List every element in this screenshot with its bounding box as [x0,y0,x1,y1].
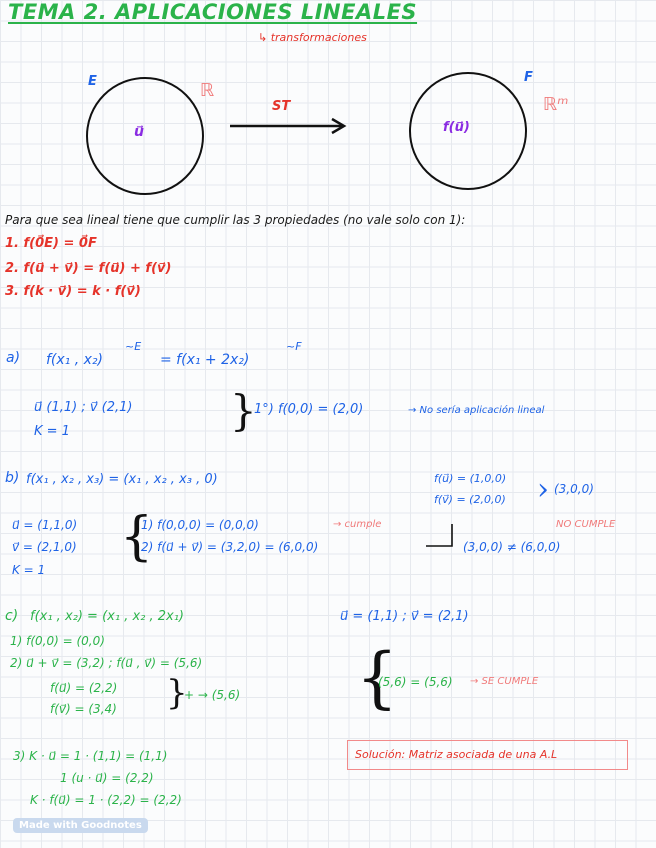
property-number: 3. [5,284,19,299]
section-b-u: u⃗ = (1,1,0) [12,518,78,532]
section-b-line2: 2) f(u⃗ + v⃗) = (3,2,0) = (6,0,0) [141,540,319,554]
section-c-result: (5,6) = (5,6) [378,675,453,689]
arrow-label: ST [272,99,291,114]
section-c-formula: f(x₁ , x₂) = (x₁ , x₂ , 2x₁) [30,609,185,624]
section-a-k: K = 1 [34,424,70,439]
section-c-plus: + → (5,6) [184,688,241,702]
section-a-check: 1°) f(0,0) = (2,0) [254,402,364,417]
image-label: f(u⃗) [443,120,470,135]
section-a-sup-e: ~E [125,340,142,353]
section-b-fv: f(v⃗) = (2,0,0) [434,493,506,506]
section-b-no-cumple: NO CUMPLE [556,519,616,530]
solution-text: Solución: Matriz asociada de una A.L [355,748,558,761]
brace-icon: } [166,673,188,713]
section-b-line1: 1) f(0,0,0) = (0,0,0) [141,518,259,532]
field-right-label: ℝᵐ [543,94,569,115]
section-b-sum: (3,0,0) [554,482,594,496]
set-e-label: E [88,74,97,89]
section-c-line2: 2) u⃗ + v⃗ = (3,2) ; f(u⃗ , v⃗) = (5,6) [10,656,203,670]
section-c-vectors: u⃗ = (1,1) ; v⃗ = (2,1) [340,609,469,624]
section-a-label: a) [6,350,21,366]
section-c-result-note: → SE CUMPLE [470,676,539,687]
section-c-label: c) [5,608,19,624]
section-b-fu: f(u⃗) = (1,0,0) [434,472,507,485]
section-a-note: → No sería aplicación lineal [408,405,545,416]
angle-bracket-icon: › [537,472,549,507]
set-f-label: F [524,70,533,85]
brace-icon: } [230,386,257,435]
intro-text: Para que sea lineal tiene que cumplir las 3 propiedades (no vale solo con 1): [5,213,466,227]
property-item [5,284,141,299]
section-c-line3b: 1 (u · u⃗) = (2,2) [60,771,154,785]
property-item [5,236,97,251]
section-b-label: b) [5,470,20,486]
goodnotes-watermark: Made with Goodnotes [13,818,148,833]
subtitle: ↳ transformaciones [258,31,367,44]
property-item [5,261,171,276]
property-text: f(0⃗E) = 0⃗F [23,236,97,251]
section-c-fv: f(v⃗) = (3,4) [50,702,117,716]
section-a-formula: f(x₁ , x₂) [46,352,103,368]
page-title: TEMA 2. APLICACIONES LINEALES [8,0,418,24]
mapping-arrow-icon [228,117,348,135]
vector-u-label: u⃗ [134,124,144,140]
section-c-line3c: K · f(u⃗) = 1 · (2,2) = (2,2) [30,793,182,807]
section-a-sup-f: ~F [286,340,302,353]
section-c-line1: 1) f(0,0) = (0,0) [10,634,105,648]
property-number: 1. [5,236,19,251]
property-text: f(k · v⃗) = k · f(v⃗) [23,284,141,299]
section-c-fu: f(u⃗) = (2,2) [50,681,118,695]
section-b-k: K = 1 [12,563,46,577]
section-a-eq: = f(x₁ + 2x₂) [160,352,250,368]
field-left-label: ℝ [200,80,215,101]
domain-circle [86,77,204,195]
section-a-vectors: u⃗ (1,1) ; v⃗ (2,1) [34,400,133,415]
section-b-formula: f(x₁ , x₂ , x₃) = (x₁ , x₂ , x₃ , 0) [26,472,218,487]
brace-icon: { [120,507,154,567]
brace-icon: { [356,639,398,716]
property-number: 2. [5,261,19,276]
section-c-line3a: 3) K · u⃗ = 1 · (1,1) = (1,1) [13,749,168,763]
connector-line-icon [424,522,464,552]
section-b-line1-note: → cumple [333,519,382,530]
property-text: f(u⃗ + v⃗) = f(u⃗) + f(v⃗) [23,261,172,276]
section-b-compare: (3,0,0) ≠ (6,0,0) [463,540,561,554]
section-b-v: v⃗ = (2,1,0) [12,540,77,554]
